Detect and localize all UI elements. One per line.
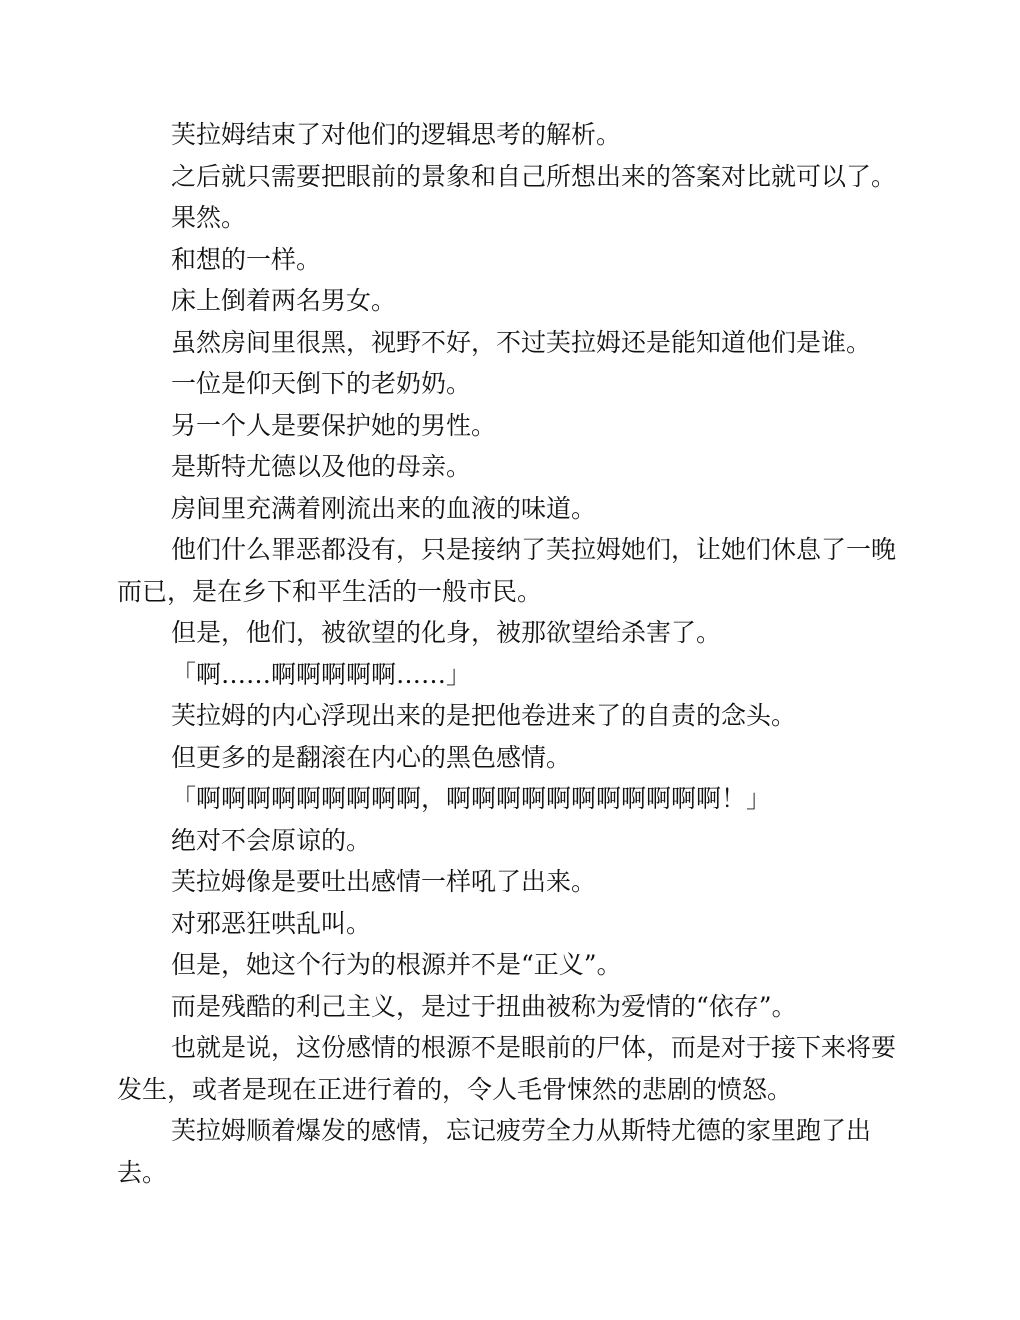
text-body [117, 114, 901, 1193]
dialogue-line: 「啊……啊啊啊啊啊……」 [171, 659, 472, 689]
paragraph: 但是，他们，被欲望的化身，被那欲望给杀害了。 [171, 618, 722, 647]
paragraph: 他们什么罪恶都没有，只是接纳了芙拉姆她们，让她们休息了一晚 而已，是在乡下和平生活的一般市民。 [117, 535, 897, 606]
paragraph: 芙拉姆结束了对他们的逻辑思考的解析。 [171, 120, 622, 149]
paragraph: 虽然房间里很黑，视野不好，不过芙拉姆还是能知道他们是谁。 [171, 327, 872, 357]
paragraph: 床上倒着两名男女。 [171, 286, 397, 315]
paragraph: 房间里充满着刚流出来的血液的味道。 [171, 493, 597, 523]
paragraph: 芙拉姆的内心浮现出来的是把他卷进来了的自责的念头。 [171, 701, 797, 730]
paragraph: 之后就只需要把眼前的景象和自己所想出来的答案对比就可以了。 [171, 161, 897, 191]
paragraph: 也就是说，这份感情的根源不是眼前的尸体，而是对于接下来将要 发生，或者是现在正进行着的，令人毛骨悚然的悲剧的愤怒。 [117, 1033, 897, 1104]
paragraph: 绝对不会原谅的。 [171, 825, 372, 855]
paragraph: 对邪恶狂哄乱叫。 [171, 908, 372, 938]
paragraph: 芙拉姆顺着爆发的感情，忘记疲劳全力从斯特尤德的家里跑了出 去。 [117, 1116, 872, 1187]
paragraph: 一位是仰天倒下的老奶奶。 [171, 369, 472, 398]
paragraph: 是斯特尤德以及他的母亲。 [171, 452, 472, 481]
dialogue-line: 「啊啊啊啊啊啊啊啊啊，啊啊啊啊啊啊啊啊啊啊啊！」 [171, 784, 772, 813]
paragraph: 但是，她这个行为的根源并不是“正义”。 [171, 950, 622, 979]
paragraph: 但更多的是翻滚在内心的黑色感情。 [171, 742, 572, 772]
paragraph: 芙拉姆像是要吐出感情一样吼了出来。 [171, 867, 597, 896]
paragraph: 另一个人是要保护她的男性。 [171, 410, 497, 440]
paragraph: 和想的一样。 [171, 244, 322, 274]
paragraph: 而是残酷的利己主义，是过于扭曲被称为爱情的“依存”。 [171, 991, 797, 1021]
paragraph: 果然。 [171, 203, 247, 232]
